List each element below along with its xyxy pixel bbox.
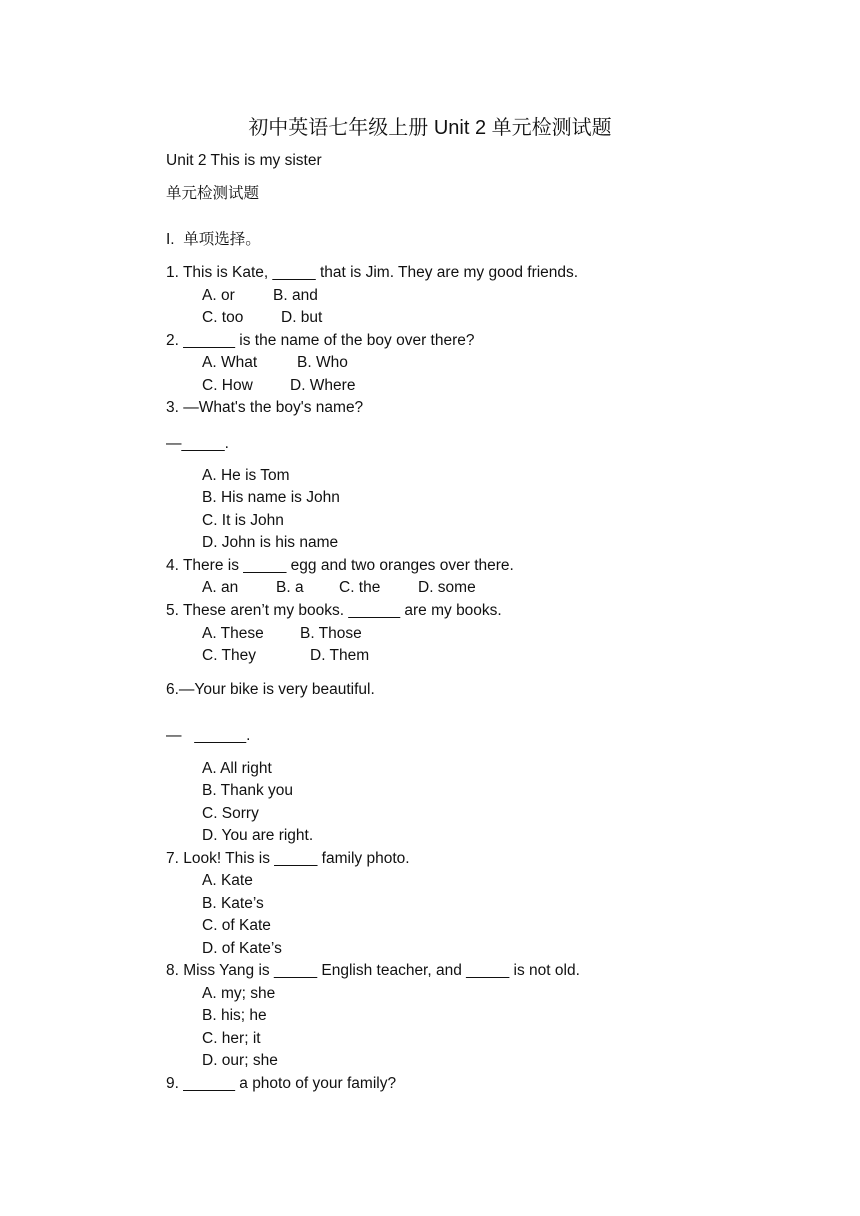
question-8-option-b: B. his; he [202, 1007, 267, 1024]
question-2-option-c: C. How [202, 377, 253, 394]
question-5-option-b: B. Those [300, 625, 362, 642]
question-5-option-c: C. They [202, 647, 256, 664]
question-4-stem: 4. There is _____ egg and two oranges over there. [166, 557, 514, 574]
question-1-stem: 1. This is Kate, _____ that is Jim. They are my good friends. [166, 264, 579, 281]
question-6-option-d: D. You are right. [202, 827, 314, 844]
question-3-option-a: A. He is Tom [202, 467, 290, 484]
question-2-option-d: D. Where [290, 377, 356, 394]
question-3-option-c: C. It is John [202, 512, 284, 529]
question-1-option-c: C. too [202, 309, 244, 326]
question-1-option-b: B. and [273, 287, 318, 304]
section-heading: I. 单项选择。 [166, 231, 261, 248]
test-subtitle: 单元检测试题 [166, 185, 260, 202]
question-4-option-c: C. the [339, 579, 381, 596]
question-2-stem: 2. ______ is the name of the boy over there? [166, 332, 475, 349]
question-7-stem: 7. Look! This is _____ family photo. [166, 850, 410, 867]
question-4-option-b: B. a [276, 579, 304, 596]
question-4-option-a: A. an [202, 579, 239, 596]
question-5-stem: 5. These aren’t my books. ______ are my books. [166, 602, 502, 619]
unit-subtitle: Unit 2 This is my sister [166, 152, 322, 169]
question-7-option-d: D. of Kate’s [202, 940, 282, 957]
question-1-option-d: D. but [281, 309, 323, 326]
question-6-answer-line: — ______. [166, 727, 251, 744]
question-7-option-b: B. Kate’s [202, 895, 264, 912]
question-7-option-a: A. Kate [202, 872, 253, 889]
question-2-option-b: B. Who [297, 354, 348, 371]
document-title: 初中英语七年级上册 Unit 2 单元检测试题 [248, 117, 612, 139]
question-2-option-a: A. What [202, 354, 258, 371]
question-3-option-d: D. John is his name [202, 534, 339, 551]
question-6-stem: 6.—Your bike is very beautiful. [166, 681, 375, 698]
question-5-option-d: D. Them [310, 647, 370, 664]
question-5-option-a: A. These [202, 625, 264, 642]
question-8-stem: 8. Miss Yang is _____ English teacher, and _____ is not old. [166, 962, 580, 979]
question-1-option-a: A. or [202, 287, 235, 304]
question-4-option-d: D. some [418, 579, 476, 596]
question-3-stem: 3. —What's the boy's name? [166, 399, 364, 416]
question-6-option-a: A. All right [202, 760, 272, 777]
question-9-stem: 9. ______ a photo of your family? [166, 1075, 397, 1092]
question-3-answer-line: —_____. [166, 435, 229, 452]
question-6-option-c: C. Sorry [202, 805, 259, 822]
question-7-option-c: C. of Kate [202, 917, 271, 934]
question-8-option-a: A. my; she [202, 985, 276, 1002]
question-3-option-b: B. His name is John [202, 489, 340, 506]
question-8-option-d: D. our; she [202, 1052, 278, 1069]
question-6-option-b: B. Thank you [202, 782, 294, 799]
question-8-option-c: C. her; it [202, 1030, 261, 1047]
